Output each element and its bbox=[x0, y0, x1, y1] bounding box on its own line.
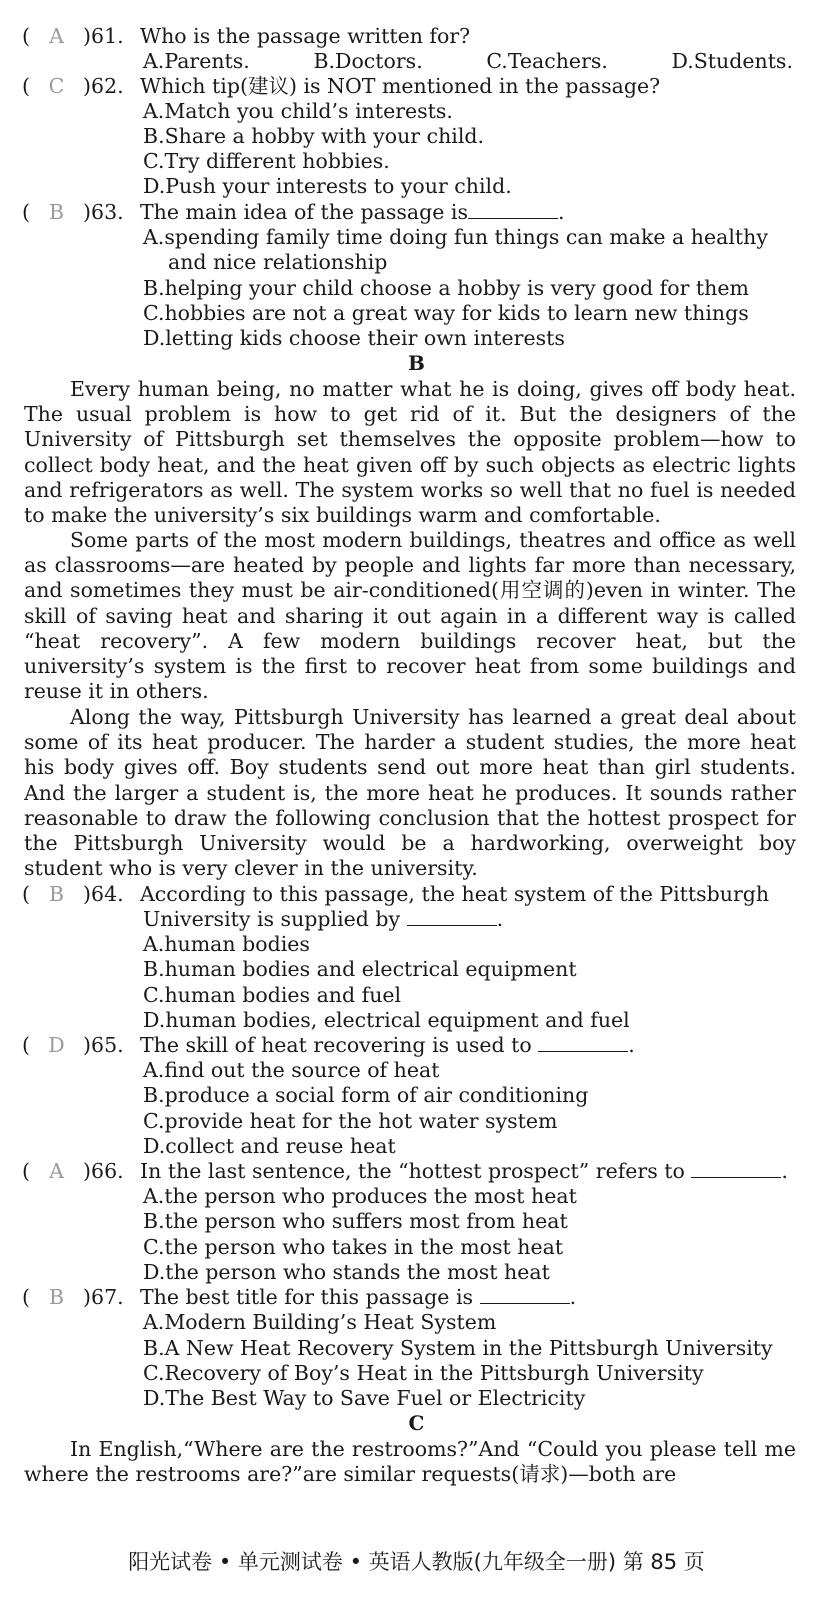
answer-67: B bbox=[48, 1285, 65, 1309]
answer-66: A bbox=[49, 1159, 64, 1183]
section-c-heading: C bbox=[408, 1411, 425, 1435]
question-66-stem: In the last sentence, the “hottest prospect” refers to bbox=[140, 1159, 685, 1183]
option-d: D.Push your interests to your child. bbox=[143, 174, 512, 198]
passage-b-paragraph-1: Every human being, no matter what he is doing, gives off body heat. The usual problem is how to get rid of it. But the designers of the University of Pittsburgh set themselves the opposite problem—how to collect body heat, and the heat given off by such objects as electric lights and refrigerators as well. The system works so well that no fuel is needed to make the university’s six buildings warm and comfortable. bbox=[24, 377, 796, 528]
question-63-stem: The main idea of the passage is bbox=[140, 200, 468, 224]
question-63: ( B )63. The main idea of the passage is . bbox=[22, 200, 565, 224]
option-d: D.the person who stands the most heat bbox=[143, 1260, 550, 1284]
option-d: D.Students. bbox=[671, 49, 793, 73]
answer-65: D bbox=[48, 1033, 65, 1057]
option-b: B.produce a social form of air conditioning bbox=[143, 1083, 589, 1107]
passage-b-paragraph-2: Some parts of the most modern buildings, theatres and office as well as classrooms—are heated by people and lights far more than necessary, and sometimes they must be air-conditioned(用空调的)even in winter. The skill of saving heat and sharing it out again in a different way is called “heat recovery”. A few modern buildings recover heat, but the university’s system is the first to recover heat from some buildings and reuse it in others. bbox=[24, 528, 796, 704]
question-61: ( A )61. Who is the passage written for? bbox=[22, 24, 471, 48]
option-a: A.find out the source of heat bbox=[143, 1058, 440, 1082]
question-67: ( B )67. The best title for this passage is . bbox=[22, 1285, 577, 1309]
option-a-continued: and nice relationship bbox=[168, 250, 388, 274]
answer-blank bbox=[480, 1285, 570, 1304]
question-64: ( B )64. According to this passage, the heat system of the Pittsburgh bbox=[22, 882, 770, 906]
question-65: ( D )65. The skill of heat recovering is used to . bbox=[22, 1033, 635, 1057]
option-c: C.hobbies are not a great way for kids to learn new things bbox=[143, 301, 749, 325]
option-a: A.Match you child’s interests. bbox=[143, 99, 453, 123]
question-64-stem: According to this passage, the heat system of the Pittsburgh bbox=[140, 882, 770, 906]
answer-62: C bbox=[48, 74, 65, 98]
answer-blank bbox=[538, 1033, 628, 1052]
option-d: D.The Best Way to Save Fuel or Electricity bbox=[143, 1386, 586, 1410]
option-b: B.human bodies and electrical equipment bbox=[143, 957, 577, 981]
answer-61: A bbox=[49, 24, 64, 48]
passage-b-paragraph-3: Along the way, Pittsburgh University has learned a great deal about some of its heat producer. The harder a student studies, the more heat his body gives off. Boy students send out more heat than girl students. And the larger a student is, the more heat he produces. It sounds rather reasonable to draw the following conclusion that the hottest prospect for the Pittsburgh University would be a hardworking, overweight boy student who is very clever in the university. bbox=[24, 705, 796, 881]
option-b: B.A New Heat Recovery System in the Pittsburgh University bbox=[143, 1336, 773, 1360]
answer-63: B bbox=[48, 200, 65, 224]
question-61-options bbox=[143, 49, 793, 74]
option-a: A.human bodies bbox=[143, 932, 310, 956]
option-b: B.Share a hobby with your child. bbox=[143, 124, 485, 148]
answer-64: B bbox=[48, 882, 65, 906]
question-64-stem-continued: University is supplied by . bbox=[143, 907, 504, 931]
option-a: A.Modern Building’s Heat System bbox=[143, 1310, 497, 1334]
option-c: C.Teachers. bbox=[486, 49, 608, 73]
question-66: ( A )66. In the last sentence, the “hottest prospect” refers to . bbox=[22, 1159, 788, 1183]
question-67-stem: The best title for this passage is bbox=[140, 1285, 474, 1309]
question-62-stem: Which tip(建议) is NOT mentioned in the passage? bbox=[140, 74, 661, 98]
option-d: D.collect and reuse heat bbox=[143, 1134, 396, 1158]
option-a: A.Parents. bbox=[143, 49, 250, 73]
answer-blank bbox=[407, 907, 497, 926]
question-65-stem: The skill of heat recovering is used to bbox=[140, 1033, 532, 1057]
answer-blank bbox=[691, 1159, 781, 1178]
option-b: B.the person who suffers most from heat bbox=[143, 1209, 568, 1233]
option-c: C.Recovery of Boy’s Heat in the Pittsburgh University bbox=[143, 1361, 704, 1385]
option-c: C.human bodies and fuel bbox=[143, 983, 402, 1007]
section-b-heading: B bbox=[408, 351, 425, 375]
option-c: C.the person who takes in the most heat bbox=[143, 1235, 564, 1259]
option-a: A.the person who produces the most heat bbox=[143, 1184, 577, 1208]
passage-c-paragraph-1: In English,“Where are the restrooms?”And “Could you please tell me where the restrooms are?”are similar requests(请求)—both are bbox=[24, 1437, 796, 1487]
question-62: ( C )62. Which tip(建议) is NOT mentioned in the passage? bbox=[22, 74, 661, 98]
page-footer: 阳光试卷 • 单元测试卷 • 英语人教版(九年级全一册) 第 85 页 bbox=[128, 1550, 705, 1574]
answer-blank bbox=[468, 200, 558, 219]
question-61-stem: Who is the passage written for? bbox=[140, 24, 471, 48]
option-b: B.helping your child choose a hobby is very good for them bbox=[143, 276, 749, 300]
option-d: D.human bodies, electrical equipment and fuel bbox=[143, 1008, 630, 1032]
option-c: C.provide heat for the hot water system bbox=[143, 1109, 558, 1133]
option-b: B.Doctors. bbox=[313, 49, 423, 73]
option-d: D.letting kids choose their own interests bbox=[143, 326, 565, 350]
option-a: A.spending family time doing fun things can make a healthy bbox=[143, 225, 768, 249]
option-c: C.Try different hobbies. bbox=[143, 149, 390, 173]
